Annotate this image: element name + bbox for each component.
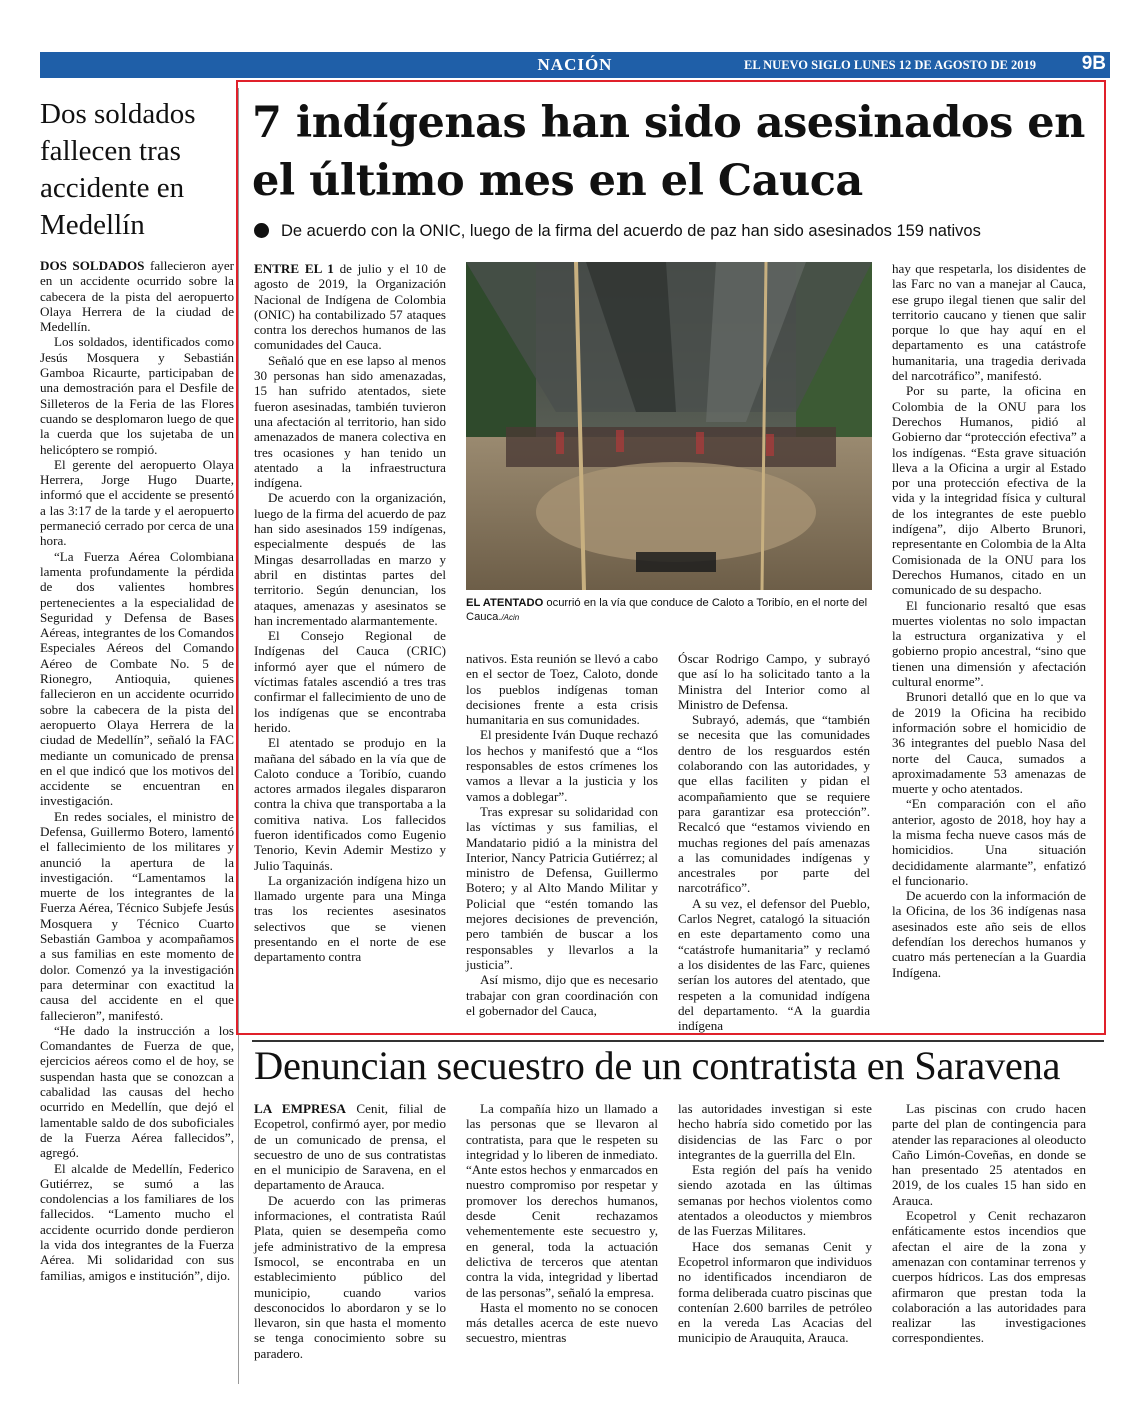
paragraph: Subrayó, además, que “también se necesita que las comunidades dentro de los resguardos estén colaborando con las autoridades, y que ellas faciliten y pidan el acompañamiento que se requiere para garantizar esa protección”. Recalcó que “estamos viviendo en muchas regiones del país amenazas a las comunidades indígenas y ancestrales por parte del narcotráfico”. [678, 712, 870, 896]
paragraph: “En comparación con el año anterior, agosto de 2018, hoy hay a la misma fecha nueve casos más de homicidios. Una situación decididamente alarmante”, enfatizó el funcionario. [892, 796, 1086, 888]
section-header-bar [40, 52, 1110, 78]
paragraph: El Consejo Regional de Indígenas del Cauca (CRIC) informó ayer que el número de víctimas fatales ascendió a tres tras confirmar el fallecimiento de uno de los indígenas que se encontraba herido. [254, 628, 446, 735]
photo-caption: EL ATENTADO ocurrió en la vía que conduce de Caloto a Toribío, en el norte del Cauca./Acin [466, 597, 868, 623]
paragraph: Por su parte, la oficina en Colombia de la ONU para los Derechos Humanos, pidió al Gobierno dar “protección efectiva” a los indígenas. “Esta grave situación lleva a la Oficina a urgir al Estado por una protección efectiva de la vida y la integridad física y cultural de los integrantes de este pueblo indígena”, dijo Alberto Brunori, representante en Colombia de la Alta Comisionada de la ONU para los Derechos Humanos, citado en un comunicado de su despacho. [892, 383, 1086, 598]
paragraph: Hace dos semanas Cenit y Ecopetrol informaron que individuos no identificados incendiaron de forma deliberada cuatro piscinas que contenían 2.600 barriles de petróleo en la vereda Las Acacias del municipio de Arauquita, Arauca. [678, 1238, 872, 1346]
section-name: NACIÓN [537, 55, 613, 74]
second-story-headline: Denuncian secuestro de un contratista en Saravena [254, 1043, 1061, 1088]
paragraph: La organización indígena hizo un llamado urgente para una Minga tras los recientes asesinatos selectivos que se vienen presentando en el norte de ese departamento contra [254, 872, 446, 965]
paragraph: “La Fuerza Aérea Colombiana lamenta profundamente la pérdida de dos valientes hombres pertenecientes a la especialidad de Seguridad y Defensa de Bases Aéreas, integrantes de los Comandos Especiales Aéreos del Comando Aéreo de Combate No. 5 de Rionegro, Antioquia, quienes fallecieron en un accidente ocurrido sobre la cabecera de la pista del aeropuerto Olaya Herrera de la ciudad de Medellín”, señaló la FAC mediante un comunicado de prensa en el que indicó que los motivos del accidente se encuentran en investigación. [40, 548, 234, 809]
paragraph: Las piscinas con crudo hacen parte del plan de contingencia para atender las reparaciones al oleoducto Caño Limón-Coveñas, en donde se han presentado 25 atentados en 2019, de los cuales 15 han sido en Arauca. [892, 1101, 1086, 1208]
paper-date-line: EL NUEVO SIGLO LUNES 12 DE AGOSTO DE 2019 [744, 58, 1036, 72]
paragraph: Así mismo, dijo que es necesario trabajar con gran coordinación con el gobernador del Cauca, [466, 972, 658, 1018]
left-story-body [40, 258, 234, 1283]
second-story-column-2 [466, 1101, 658, 1346]
left-story [40, 96, 234, 1283]
main-story-column-1 [254, 261, 446, 965]
paragraph: nativos. Esta reunión se llevó a cabo en el sector de Toez, Caloto, donde los pueblos indígenas toman decisiones frente a esta crisis humanitaria en sus comunidades. [466, 651, 658, 728]
paragraph: LA EMPRESA Cenit, filial de Ecopetrol, confirmó ayer, por medio de un comunicado de prensa, el secuestro de uno de sus contratistas en el municipio de Saravena, en el departamento de Arauca. [254, 1101, 446, 1193]
paragraph: DOS SOLDADOS fallecieron ayer en un accidente ocurrido sobre la cabecera de la pista del aeropuerto Olaya Herrera de la ciudad de Medellín. [40, 258, 234, 335]
second-story-column-3 [678, 1101, 872, 1346]
lead-in: DOS SOLDADOS [40, 258, 145, 273]
paragraph: las autoridades investigan si este hecho habría sido cometido por las disidencias de las Farc o por integrantes de la guerrilla del Eln. [678, 1101, 872, 1162]
main-story-column-2 [466, 651, 658, 1018]
paragraph: A su vez, el defensor del Pueblo, Carlos Negret, catalogó la situación en este departamento como una “catástrofe humanitaria” y reclamó a los disidentes de las Farc, quienes serían los autores del atentado, que respeten a la comunidad indígena del departamento. “A la guardia indígena [678, 895, 870, 1034]
second-story-column-4 [892, 1101, 1086, 1346]
caption-lead: EL ATENTADO [466, 597, 544, 609]
paragraph: Ecopetrol y Cenit rechazaron enfáticamente estos incendios que afectan el aire de la zona y amenazan con contaminar terrenos y cuerpos hídricos. Las dos empresas afirmaron que prestan toda la colaboración a las autoridades para realizar las investigaciones correspondientes. [892, 1208, 1086, 1346]
paragraph: En redes sociales, el ministro de Defensa, Guillermo Botero, lamentó el fallecimiento de los militares y anunció la apertura de la investigación. “Lamentamos la muerte de los integrantes de la Fuerza Aérea, Técnico Subjefe Jesús Mosquera y Técnico Cuarto Sebastián Gamboa y acompañamos a sus familias en este momento de dolor. Comenzó ya la investigación para determinar con exactitud la causa del accidente en el que fallecieron”, manifestó. [40, 808, 234, 1023]
paragraph: Hasta el momento no se conocen más detalles acerca de este nuevo secuestro, mientras [466, 1299, 658, 1346]
main-story-column-3 [678, 651, 870, 1033]
paragraph: El funcionario resaltó que esas muertes violentas no solo impactan la estructura organizativa y el gobierno propio ancestral, “sino que tienen una dimensión y afectación cultural enorme”. [892, 597, 1086, 690]
second-story-column-1 [254, 1101, 446, 1361]
paragraph: Señaló que en ese lapso al menos 30 personas han sido amenazadas, 15 han sufrido atentados, siete fueron asesinadas, también tuvieron una afectación al territorio, han sido amenazados de manera colectiva en tres ocasiones y han tenido un atentado a la infraestructura indígena. [254, 352, 446, 491]
lead-in: ENTRE EL 1 [254, 261, 334, 276]
lead-in: LA EMPRESA [254, 1101, 346, 1116]
paragraph: El alcalde de Medellín, Federico Gutiérrez, se sumó a las condolencias a los familiares de los fallecidos. “Lamento mucho el accidente ocurrido donde perdieron la vida dos integrantes de la Fuerza Aérea. Mi solidaridad con sus familias, amigos e institución”, dijo. [40, 1160, 234, 1283]
paragraph: De acuerdo con la organización, luego de la firma del acuerdo de paz han sido asesinados 159 indígenas, especialmente después de las Mingas desarrolladas en marzo y abril en distintas partes del territorio. Según denuncian, los ataques, amenazas y asesinatos se han incrementado alarmantemente. [254, 490, 446, 628]
paragraph: El atentado se produjo en la mañana del sábado en la vía que de Caloto conduce a Toribío, cuando actores armados ilegales dispararon contra la chiva que transportaba a la comitiva nativa. Los fallecidos fueron identificados como Eugenio Tenorio, Kevin Ademir Mestizo y Julio Taquinás. [254, 735, 446, 873]
photo-credit: /Acin [501, 613, 520, 622]
news-photo [466, 262, 872, 590]
paragraph: El gerente del aeropuerto Olaya Herrera, Jorge Hugo Duarte, informó que el accidente se presentó a las 3:17 de la tarde y el aeropuerto permaneció cerrado por cerca de una hora. [40, 456, 234, 549]
paragraph: ENTRE EL 1 de julio y el 10 de agosto de 2019, la Organización Nacional de Indígena de Colombia (ONIC) ha contabilizado 57 ataques contra los derechos humanos de las comunidades del Cauca. [254, 261, 446, 353]
paragraph: Brunori detalló que en lo que va de 2019 la Oficina ha recibido información sobre el homicidio de 36 integrantes del pueblo Nasa del norte del Cauca, sumados a aproximadamente 53 amenazas de muerte y ocho atentados. [892, 689, 1086, 797]
left-story-headline: Dos soldados fallecen tras accidente en Medellín [40, 98, 196, 241]
paragraph: De acuerdo con la información de la Oficina, de los 36 indígenas nasa asesinados este año seis de ellos defendían los derechos humanos y cuatro más pertenecían a la Guardia Indígena. [892, 888, 1086, 980]
paragraph: La compañía hizo un llamado a las personas que se llevaron al contratista, para que le respeten su integridad y lo liberen de inmediato. “Ante estos hechos y enmarcados en nuestro compromiso por respetar y promover los derechos humanos, desde Cenit rechazamos vehementemente este secuestro y, en general, toda la actuación delictiva de terceros que atentan contra la vida, integridad y libertad de las personas”, señaló la empresa. [466, 1101, 658, 1300]
paragraph: Los soldados, identificados como Jesús Mosquera y Sebastián Gamboa Ricaurte, participaban de una demostración para el Desfile de Silleteros de la Feria de las Flores cuando se desplomaron luego de que la cuerda que los sujetaba de un helicóptero se rompió. [40, 334, 234, 457]
paragraph: hay que respetarla, los disidentes de las Farc no van a manejar al Cauca, ese grupo ilegal tienen que salir del territorio caucano y tienen que salir porque lo que hay aquí en el departamento es una catástrofe humanitaria, una tragedia derivada del narcotráfico”, manifestó. [892, 261, 1086, 384]
paragraph: Tras expresar su solidaridad con las víctimas y sus familias, el Mandatario pidió a la ministra del Interior, Nancy Patricia Gutiérrez; al ministro de Defensa, Guillermo Botero; y al Alto Mando Militar y Policial que “estén tomando las mejores decisiones de prevención, pero también de buscar a los responsables y llevarlos a la justicia”. [466, 803, 658, 972]
main-story-column-4 [892, 261, 1086, 980]
page-number: 9B [1081, 53, 1106, 74]
paragraph: De acuerdo con las primeras informaciones, el contratista Raúl Plata, quien se desempeña como jefe administrativo de la empresa Ismocol, se encontraba en un establecimiento público del municipio, cuando varios desconocidos lo abordaron y se lo llevaron, sin que hasta el momento se tenga conocimiento sobre su paradero. [254, 1192, 446, 1361]
main-subheadline: De acuerdo con la ONIC, luego de la firma del acuerdo de paz han sido asesinados 159 nativos [254, 222, 1104, 241]
main-headline: 7 indígenas han sido asesinados en el último mes en el Cauca [252, 98, 1085, 206]
paragraph: El presidente Iván Duque rechazó los hechos y manifestó que a “los responsables de estos crímenes los vamos a llevar a la justicia y los vamos a doblegar”. [466, 727, 658, 804]
paragraph: “He dado la instrucción a los Comandantes de Fuerza de que, ejercicios aéreos como el de hoy, se suspendan hasta que se conozcan a cabalidad las causas del hecho ocurrido en Medellín, que dejó el lamentable saldo de dos suboficiales de la Fuerza Aérea fallecidos”, agregó. [40, 1022, 234, 1161]
bullet-icon [254, 223, 269, 238]
paragraph: Óscar Rodrigo Campo, y subrayó que así lo ha solicitado tanto a la Ministra del Interior como al Ministro de Defensa. [678, 651, 870, 712]
paragraph: Esta región del país ha venido siendo azotada en las últimas semanas por hechos violentos como atentados a oleoductos y miembros de las Fuerzas Militares. [678, 1162, 872, 1239]
